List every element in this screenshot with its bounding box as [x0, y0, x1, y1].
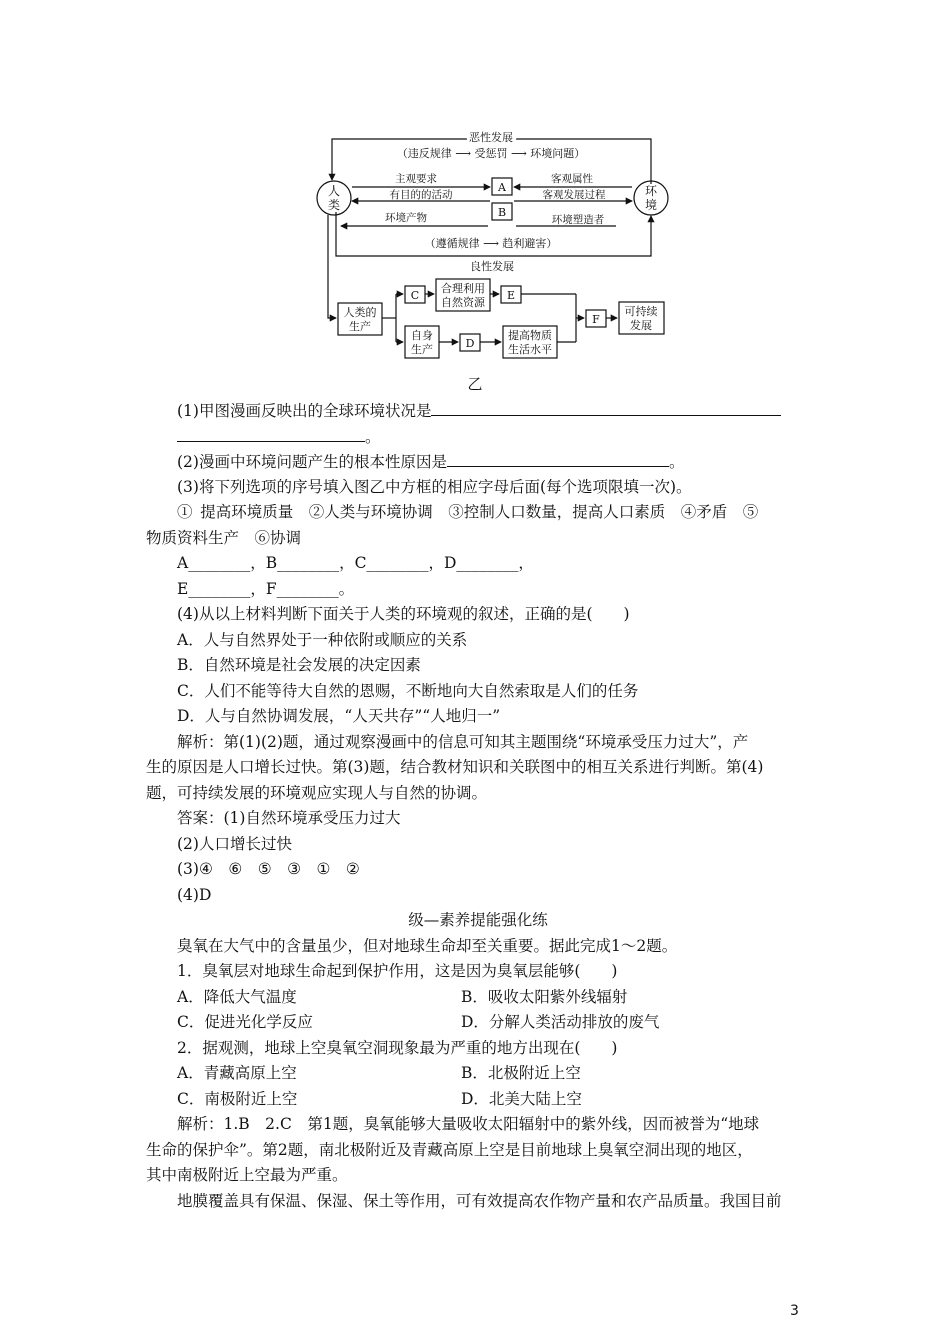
- rational-use-2: 自然资源: [441, 296, 485, 309]
- q4-text: (4)从以上材料判断下面关于人类的环境观的叙述，正确的是( ): [177, 605, 630, 623]
- analysis-1-line-1: 解析：第(1)(2)题，通过观察漫画中的信息可知其主题围绕“环境承受压力过大”，产: [177, 732, 749, 751]
- label-objective-process: 客观发展过程: [542, 189, 606, 201]
- label-violate: （违反规律 ⟶ 受惩罚 ⟶ 环境问题）: [396, 147, 586, 160]
- human-char-2: 类: [327, 198, 341, 212]
- fill-line-2[interactable]: E________，F________。: [177, 579, 355, 598]
- rational-use-1: 合理利用: [441, 282, 485, 295]
- sustainable-1: 可持续: [624, 305, 658, 318]
- mq1-options-row-2: [146, 1010, 810, 1036]
- label-follow: （遵循规律 ⟶ 趋利避害）: [424, 237, 558, 250]
- box-e-label: E: [506, 289, 516, 302]
- answer-4: (4)D: [177, 885, 212, 904]
- mq2-options-row-2: [146, 1087, 810, 1113]
- options-line-2: 物质资料生产 ⑥协调: [146, 528, 302, 547]
- label-malignant: 恶性发展: [469, 131, 513, 144]
- analysis-1-line-2: 生的原因是人口增长过快。第(3)题，结合教材知识和关联图中的相互关系进行判断。第(4): [146, 758, 764, 776]
- q4-option-c[interactable]: C．人们不能等待大自然的恩赐，不断地向大自然索取是人们的任务: [177, 681, 639, 700]
- question-content: [146, 398, 810, 1214]
- q2-blank[interactable]: [447, 449, 669, 467]
- env-char-2: 境: [644, 198, 658, 212]
- human-char-1: 人: [327, 184, 341, 198]
- mq1-option-d[interactable]: D．分解人类活动排放的废气: [461, 1013, 660, 1031]
- q1-line-2: [146, 424, 810, 450]
- label-benign: 良性发展: [470, 260, 514, 273]
- box-b-label: B: [497, 206, 507, 219]
- figure-label: 乙: [467, 375, 483, 393]
- self-prod-2: 生产: [411, 343, 433, 356]
- improve-2: 生活水平: [508, 343, 552, 356]
- q1-line: [146, 398, 810, 424]
- relationship-diagram: [316, 128, 676, 372]
- analysis-1-line-3: 题，可持续发展的环境观应实现人与自然的协调。: [146, 783, 488, 802]
- q4-option-d[interactable]: D．人与自然协调发展，“人天共存”“人地归一”: [177, 707, 501, 725]
- env-char-1: 环: [644, 184, 658, 198]
- label-purposeful: 有目的的活动: [389, 189, 453, 201]
- mq2-option-b[interactable]: B．北极附近上空: [461, 1064, 581, 1082]
- section-title: 级—素养提能强化练: [408, 911, 548, 929]
- sustainable-2: 发展: [630, 319, 652, 332]
- mq1-option-b[interactable]: B．吸收太阳紫外线辐射: [461, 987, 628, 1006]
- analysis-2-line-2: 生命的保护伞”。第2题，南北极附近及青藏高原上空是目前地球上臭氧空洞出现的地区，: [146, 1140, 753, 1159]
- answer-2: (2)人口增长过快: [177, 834, 292, 853]
- box-a-label: A: [498, 181, 506, 194]
- improve-1: 提高物质: [508, 329, 552, 342]
- q1-blank-2[interactable]: [177, 424, 365, 442]
- analysis-2-line-1: 解析：1.B 2.C 第1题，臭氧能够大量吸收太阳辐射中的紫外线，因而被誉为“地球: [177, 1115, 760, 1133]
- mq1-options-row-1: [146, 985, 810, 1011]
- q1-period: 。: [365, 427, 381, 446]
- fill-line-1[interactable]: A________，B________，C________，D________，: [177, 554, 534, 572]
- label-subjective: 主观要求: [395, 173, 437, 185]
- label-objective: 客观属性: [551, 173, 593, 185]
- label-env-shaper: 环境塑造者: [551, 214, 605, 226]
- mq2-option-c[interactable]: C．南极附近上空: [177, 1089, 298, 1108]
- answer-3: (3)④ ⑥ ⑤ ③ ① ②: [177, 860, 360, 878]
- box-c-label: C: [410, 289, 420, 302]
- mq1-text: 1．臭氧层对地球生命起到保护作用，这是因为臭氧层能够( ): [177, 962, 618, 980]
- q3-text: (3)将下列选项的序号填入图乙中方框的相应字母后面(每个选项限填一次)。: [177, 477, 692, 496]
- last-paragraph: 地膜覆盖具有保温、保湿、保土等作用，可有效提高农作物产量和农产品质量。我国目前: [177, 1191, 782, 1210]
- mq2-option-a[interactable]: A．青藏高原上空: [177, 1064, 297, 1082]
- analysis-2-line-3: 其中南极附近上空最为严重。: [146, 1166, 348, 1184]
- mq2-option-d[interactable]: D．北美大陆上空: [461, 1089, 582, 1108]
- intro-text: 臭氧在大气中的含量虽少，但对地球生命却至关重要。据此完成1～2题。: [177, 936, 678, 955]
- human-prod-1: 人类的: [343, 306, 377, 319]
- human-prod-2: 生产: [349, 320, 371, 333]
- mq2-options-row-1: [146, 1061, 810, 1087]
- box-f-label: F: [592, 313, 600, 326]
- q1-text: (1)甲图漫画反映出的全球环境状况是: [177, 402, 432, 420]
- q4-option-a[interactable]: A．人与自然界处于一种依附或顺应的关系: [177, 630, 468, 649]
- q2-period: 。: [668, 453, 685, 471]
- self-prod-1: 自身: [411, 329, 433, 342]
- q2-line: [146, 449, 810, 475]
- mq1-option-c[interactable]: C．促进光化学反应: [177, 1013, 313, 1031]
- q4-option-b[interactable]: B．自然环境是社会发展的决定因素: [177, 656, 421, 674]
- answer-1: 答案：(1)自然环境承受压力过大: [177, 809, 401, 827]
- mq2-text: 2．据观测，地球上空臭氧空洞现象最为严重的地方出现在( ): [177, 1038, 618, 1057]
- options-line-1: ① 提高环境质量 ②人类与环境协调 ③控制人口数量，提高人口素质 ④矛盾 ⑤: [177, 503, 759, 521]
- box-d-label: D: [465, 337, 475, 350]
- label-env-product: 环境产物: [385, 212, 427, 224]
- q2-text: (2)漫画中环境问题产生的根本性原因是: [177, 453, 447, 471]
- page-number: 3: [790, 1303, 799, 1319]
- q1-blank-1[interactable]: [431, 398, 781, 416]
- mq1-option-a[interactable]: A．降低大气温度: [177, 987, 297, 1006]
